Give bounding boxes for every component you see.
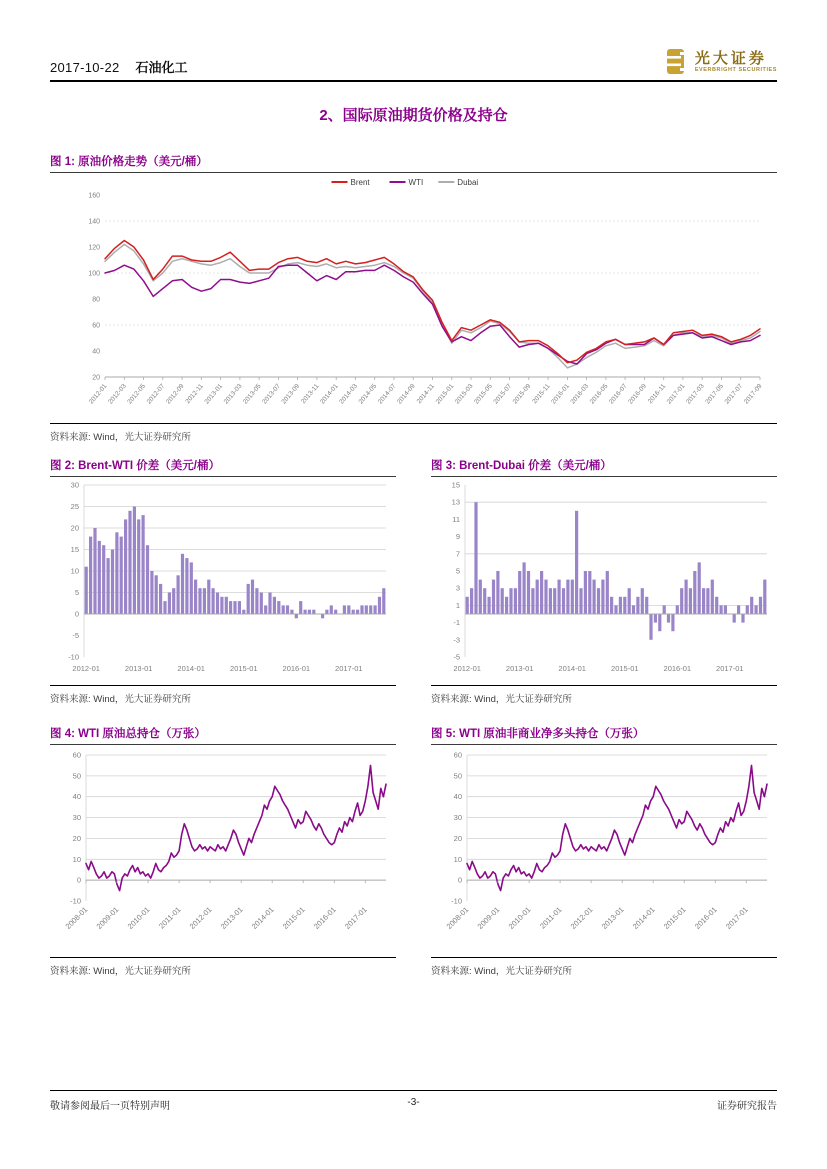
svg-text:Dubai: Dubai — [457, 178, 479, 187]
svg-text:5: 5 — [455, 566, 460, 576]
svg-text:7: 7 — [455, 549, 460, 559]
fig4-wti-open-interest-chart — [50, 745, 396, 957]
svg-text:0: 0 — [74, 609, 79, 619]
svg-text:-5: -5 — [453, 652, 460, 662]
brand-name-en: EVERBRIGHT SECURITIES — [694, 66, 777, 73]
svg-text:2011-01: 2011-01 — [157, 905, 183, 931]
svg-text:2013-09: 2013-09 — [280, 382, 302, 406]
svg-text:2017-01: 2017-01 — [723, 905, 750, 931]
svg-text:2012-01: 2012-01 — [568, 905, 595, 931]
svg-text:140: 140 — [88, 218, 100, 226]
page-header — [50, 0, 777, 82]
svg-text:2016-01: 2016-01 — [692, 905, 719, 931]
svg-text:20: 20 — [453, 833, 462, 843]
svg-text:2015-01: 2015-01 — [280, 905, 307, 931]
svg-text:2016-05: 2016-05 — [588, 382, 610, 406]
svg-text:2013-07: 2013-07 — [261, 382, 282, 406]
footer-report-type: 证券研究报告 — [717, 1101, 777, 1112]
svg-text:2013-11: 2013-11 — [300, 382, 321, 406]
svg-text:5: 5 — [74, 588, 79, 597]
svg-text:20: 20 — [92, 374, 100, 382]
svg-text:60: 60 — [453, 750, 462, 760]
svg-text:2017-09: 2017-09 — [742, 382, 764, 406]
fig5-wti-net-long-chart — [431, 745, 777, 957]
svg-text:2013-03: 2013-03 — [222, 382, 244, 406]
svg-text:2010-01: 2010-01 — [125, 905, 152, 931]
svg-text:2012-01: 2012-01 — [87, 382, 109, 406]
svg-text:60: 60 — [72, 750, 81, 760]
svg-text:2016-01: 2016-01 — [550, 382, 571, 406]
svg-text:2014-07: 2014-07 — [376, 382, 398, 406]
svg-text:20: 20 — [72, 833, 81, 843]
page-number: -3- — [407, 1097, 420, 1108]
svg-text:2015-01: 2015-01 — [611, 664, 639, 673]
svg-text:2015-01: 2015-01 — [661, 905, 688, 931]
figure-1-source: 资料来源: Wind，光大证券研究所 — [50, 423, 777, 443]
footer-disclaimer: 敬请参阅最后一页特别声明 — [50, 1101, 170, 1112]
svg-text:2008-01: 2008-01 — [444, 905, 471, 931]
svg-text:2016-09: 2016-09 — [627, 382, 648, 406]
svg-text:40: 40 — [92, 348, 100, 356]
svg-text:-10: -10 — [451, 896, 462, 906]
svg-text:0: 0 — [76, 875, 81, 885]
svg-text:40: 40 — [72, 792, 81, 802]
svg-text:100: 100 — [88, 270, 100, 278]
svg-text:15: 15 — [70, 545, 79, 554]
svg-text:2013-01: 2013-01 — [124, 664, 153, 673]
svg-text:2008-01: 2008-01 — [63, 905, 90, 931]
industry-label: 石油化工 — [135, 60, 188, 75]
brand-name: 光大证券 — [694, 49, 767, 67]
svg-text:50: 50 — [72, 771, 81, 781]
svg-text:20: 20 — [70, 523, 79, 533]
figure-4-title: 图 4: WTI 原油总持仓（万张） — [50, 725, 396, 745]
svg-text:0: 0 — [457, 875, 462, 885]
svg-text:2014-05: 2014-05 — [357, 382, 379, 406]
svg-text:2017-05: 2017-05 — [704, 382, 726, 406]
header-left — [50, 57, 188, 76]
svg-text:2014-01: 2014-01 — [630, 905, 657, 931]
svg-text:25: 25 — [70, 502, 79, 511]
svg-text:2014-11: 2014-11 — [415, 382, 437, 406]
svg-text:2015-07: 2015-07 — [492, 382, 514, 406]
everbright-icon — [665, 48, 689, 75]
svg-text:2013-01: 2013-01 — [218, 905, 245, 931]
svg-text:2012-07: 2012-07 — [145, 382, 167, 406]
svg-text:2017-01: 2017-01 — [342, 905, 369, 931]
svg-text:2012-01: 2012-01 — [187, 905, 214, 931]
figure-2-title: 图 2: Brent-WTI 价差（美元/桶） — [50, 457, 396, 477]
svg-text:2015-01: 2015-01 — [230, 664, 258, 673]
svg-text:-1: -1 — [453, 618, 460, 628]
svg-text:2016-03: 2016-03 — [569, 382, 591, 406]
figure-2 — [50, 457, 396, 705]
svg-text:2016-01: 2016-01 — [311, 905, 338, 931]
svg-text:30: 30 — [72, 813, 81, 823]
figure-row-2 — [50, 457, 777, 705]
svg-text:10: 10 — [70, 566, 79, 576]
figure-1-title: 图 1: 原油价格走势（美元/桶） — [50, 153, 777, 173]
figure-4 — [50, 725, 396, 977]
svg-text:Brent: Brent — [350, 178, 370, 187]
svg-text:2014-01: 2014-01 — [249, 905, 276, 931]
svg-text:-3: -3 — [453, 635, 460, 645]
svg-text:13: 13 — [451, 497, 460, 507]
svg-text:2015-01: 2015-01 — [434, 382, 456, 406]
svg-text:10: 10 — [72, 854, 81, 864]
figure-row-3 — [50, 725, 777, 977]
svg-text:2014-09: 2014-09 — [396, 382, 417, 406]
svg-text:40: 40 — [453, 792, 462, 802]
svg-text:2015-09: 2015-09 — [511, 382, 533, 406]
brand-text — [695, 50, 777, 74]
svg-text:-5: -5 — [72, 631, 79, 640]
svg-text:80: 80 — [92, 296, 100, 304]
svg-text:2017-03: 2017-03 — [685, 382, 706, 406]
svg-text:2017-01: 2017-01 — [335, 664, 363, 673]
svg-text:15: 15 — [451, 480, 460, 490]
figure-5-source: 资料来源: Wind，光大证券研究所 — [431, 957, 777, 977]
svg-text:10: 10 — [453, 854, 462, 864]
svg-text:2009-01: 2009-01 — [94, 905, 121, 931]
fig1-oil-price-chart — [50, 173, 777, 423]
brand-logo — [665, 48, 777, 75]
page-footer — [50, 1090, 777, 1112]
svg-text:2016-07: 2016-07 — [607, 382, 629, 406]
svg-text:2010-01: 2010-01 — [506, 905, 533, 931]
svg-text:50: 50 — [453, 771, 462, 781]
svg-text:2013-05: 2013-05 — [241, 382, 263, 406]
fig3-brent-dubai-spread-chart — [431, 477, 777, 685]
figure-3 — [431, 457, 777, 705]
svg-text:60: 60 — [92, 322, 100, 330]
svg-text:2014-03: 2014-03 — [338, 382, 359, 406]
svg-text:2014-01: 2014-01 — [558, 664, 586, 673]
svg-text:2012-03: 2012-03 — [107, 382, 128, 406]
svg-text:30: 30 — [70, 480, 79, 490]
figure-3-title: 图 3: Brent-Dubai 价差（美元/桶） — [431, 457, 777, 477]
svg-text:2016-11: 2016-11 — [646, 382, 668, 406]
report-date: 2017-10-22 — [50, 60, 120, 75]
svg-text:2016-01: 2016-01 — [663, 664, 692, 673]
svg-text:2012-09: 2012-09 — [164, 382, 186, 406]
figure-4-source: 资料来源: Wind，光大证券研究所 — [50, 957, 396, 977]
svg-text:1: 1 — [455, 600, 460, 610]
svg-text:9: 9 — [455, 532, 460, 542]
svg-text:2013-01: 2013-01 — [203, 382, 225, 406]
svg-text:2015-11: 2015-11 — [531, 382, 552, 406]
figure-3-source: 资料来源: Wind，光大证券研究所 — [431, 685, 777, 705]
svg-text:2012-05: 2012-05 — [126, 382, 148, 406]
svg-text:2011-01: 2011-01 — [538, 905, 564, 931]
svg-text:2012-01: 2012-01 — [453, 664, 481, 673]
figure-2-source: 资料来源: Wind，光大证券研究所 — [50, 685, 396, 705]
svg-text:2017-07: 2017-07 — [723, 382, 745, 406]
svg-text:2014-01: 2014-01 — [177, 664, 205, 673]
svg-text:30: 30 — [453, 813, 462, 823]
svg-text:2013-01: 2013-01 — [599, 905, 626, 931]
figure-1 — [50, 153, 777, 443]
svg-text:2015-03: 2015-03 — [453, 382, 475, 406]
svg-text:11: 11 — [452, 514, 460, 524]
section-title: 2、国际原油期货价格及持仓 — [319, 107, 508, 124]
svg-text:2017-01: 2017-01 — [716, 664, 744, 673]
svg-text:2012-01: 2012-01 — [72, 664, 100, 673]
svg-text:-10: -10 — [68, 652, 79, 662]
fig2-brent-wti-spread-chart — [50, 477, 396, 685]
svg-text:2012-11: 2012-11 — [184, 382, 205, 406]
svg-text:2017-01: 2017-01 — [665, 382, 687, 406]
figure-5 — [431, 725, 777, 977]
svg-text:2009-01: 2009-01 — [475, 905, 502, 931]
svg-text:3: 3 — [455, 583, 460, 593]
svg-text:2015-05: 2015-05 — [473, 382, 494, 406]
figure-5-title: 图 5: WTI 原油非商业净多头持仓（万张） — [431, 725, 777, 745]
svg-text:2013-01: 2013-01 — [505, 664, 534, 673]
svg-text:120: 120 — [88, 244, 100, 252]
svg-text:-10: -10 — [70, 896, 81, 906]
svg-text:2016-01: 2016-01 — [282, 664, 311, 673]
svg-text:WTI: WTI — [408, 178, 424, 187]
svg-text:160: 160 — [88, 192, 100, 200]
svg-text:2014-01: 2014-01 — [319, 382, 340, 406]
